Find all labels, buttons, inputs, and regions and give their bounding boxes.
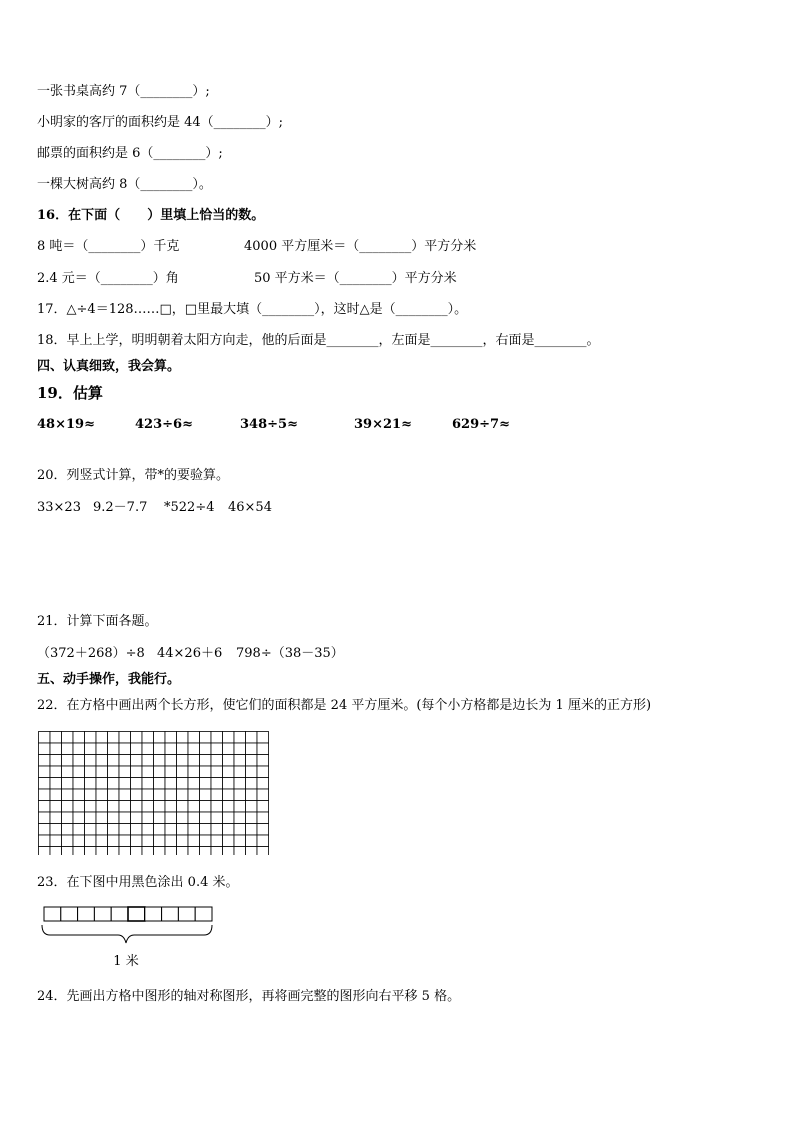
grid-cell[interactable] — [154, 847, 166, 856]
grid-cell[interactable] — [257, 812, 269, 824]
grid-cell[interactable] — [223, 766, 235, 778]
grid-cell[interactable] — [142, 778, 154, 790]
grid-cell[interactable] — [131, 812, 143, 824]
grid-cell[interactable] — [119, 755, 131, 767]
strip-cell[interactable] — [128, 907, 145, 921]
grid-cell[interactable] — [234, 732, 246, 744]
grid-cell[interactable] — [234, 801, 246, 813]
grid-cell[interactable] — [257, 778, 269, 790]
grid-cell[interactable] — [50, 755, 62, 767]
grid-cell[interactable] — [165, 835, 177, 847]
grid-cell[interactable] — [62, 835, 74, 847]
grid-cell[interactable] — [188, 824, 200, 836]
q16-item-a1: 8 吨＝（________）千克 — [37, 239, 180, 254]
strip-cell[interactable] — [195, 907, 212, 921]
grid-cell[interactable] — [246, 847, 258, 856]
grid-cell[interactable] — [257, 732, 269, 744]
grid-cell[interactable] — [246, 732, 258, 744]
grid-cell[interactable] — [200, 732, 212, 744]
q15-line-3: 邮票的面积约是 6（________）; — [37, 146, 223, 161]
strip-cell[interactable] — [94, 907, 111, 921]
strip-cell[interactable] — [162, 907, 179, 921]
grid-cell[interactable] — [257, 835, 269, 847]
grid-cell[interactable] — [50, 778, 62, 790]
grid-cell[interactable] — [246, 812, 258, 824]
grid-cell[interactable] — [108, 766, 120, 778]
grid-cell[interactable] — [85, 812, 97, 824]
grid-cell[interactable] — [177, 766, 189, 778]
grid-cell[interactable] — [165, 801, 177, 813]
grid-cell[interactable] — [39, 743, 51, 755]
grid-cell[interactable] — [257, 743, 269, 755]
grid-cell[interactable] — [39, 847, 51, 856]
grid-cell[interactable] — [165, 847, 177, 856]
grid-cell[interactable] — [50, 801, 62, 813]
grid-cell[interactable] — [62, 732, 74, 744]
grid-cell[interactable] — [211, 743, 223, 755]
grid-cell[interactable] — [177, 801, 189, 813]
grid-cell[interactable] — [131, 778, 143, 790]
grid-cell[interactable] — [211, 755, 223, 767]
strip-cell[interactable] — [145, 907, 162, 921]
grid-cell[interactable] — [223, 755, 235, 767]
grid-cell[interactable] — [200, 766, 212, 778]
meter-label: 1 米 — [113, 954, 139, 969]
grid-cell[interactable] — [73, 824, 85, 836]
grid-cell[interactable] — [200, 778, 212, 790]
q21-item-2: 44×26＋6 — [157, 646, 223, 661]
q18-text: 18．早上上学，明明朝着太阳方向走，他的后面是________，左面是________，右面是________。 — [37, 333, 600, 348]
grid-cell[interactable] — [246, 778, 258, 790]
grid-cell[interactable] — [200, 789, 212, 801]
grid-cell[interactable] — [119, 835, 131, 847]
q24-text: 24．先画出方格中图形的轴对称图形，再将画完整的图形向右平移 5 格。 — [37, 989, 461, 1004]
q21-item-3: 798÷（38－35） — [236, 646, 344, 661]
grid-cell[interactable] — [177, 847, 189, 856]
grid-cell[interactable] — [50, 835, 62, 847]
grid-cell[interactable] — [96, 847, 108, 856]
grid-cell[interactable] — [39, 755, 51, 767]
grid-cell[interactable] — [177, 812, 189, 824]
grid-cell[interactable] — [96, 824, 108, 836]
grid-cell[interactable] — [223, 812, 235, 824]
grid-cell[interactable] — [50, 766, 62, 778]
grid-cell[interactable] — [119, 801, 131, 813]
grid-cell[interactable] — [142, 743, 154, 755]
grid-cell[interactable] — [131, 732, 143, 744]
grid-cell[interactable] — [257, 801, 269, 813]
grid-cell[interactable] — [96, 778, 108, 790]
grid-cell[interactable] — [200, 847, 212, 856]
grid-cell[interactable] — [165, 732, 177, 744]
q20-title: 20．列竖式计算，带*的要验算。 — [37, 468, 230, 483]
grid-cell[interactable] — [108, 743, 120, 755]
grid-cell[interactable] — [62, 824, 74, 836]
grid-cell[interactable] — [165, 824, 177, 836]
grid-cell[interactable] — [62, 847, 74, 856]
grid-cell[interactable] — [73, 835, 85, 847]
grid-cell[interactable] — [73, 743, 85, 755]
grid-cell[interactable] — [246, 801, 258, 813]
grid-cell[interactable] — [85, 824, 97, 836]
grid-cell[interactable] — [211, 835, 223, 847]
grid-cell[interactable] — [154, 778, 166, 790]
grid-cell[interactable] — [73, 789, 85, 801]
q15-line-1: 一张书桌高约 7（________）; — [37, 84, 210, 99]
grid-cell[interactable] — [257, 766, 269, 778]
q16-item-b2: 50 平方米＝（________）平方分米 — [254, 271, 457, 286]
grid-cell[interactable] — [165, 743, 177, 755]
meter-strip[interactable] — [40, 905, 220, 975]
grid-cell[interactable] — [142, 766, 154, 778]
grid-cell[interactable] — [165, 766, 177, 778]
grid-cell[interactable] — [85, 847, 97, 856]
grid-cell[interactable] — [246, 755, 258, 767]
strip-cell[interactable] — [111, 907, 128, 921]
grid-cell[interactable] — [39, 778, 51, 790]
q19-title: 19．估算 — [37, 384, 103, 402]
grid-cell[interactable] — [177, 824, 189, 836]
grid-cell[interactable] — [39, 732, 51, 744]
grid-cell[interactable] — [73, 755, 85, 767]
q19-item-2: 423÷6≈ — [135, 417, 193, 432]
grid-cell[interactable] — [154, 755, 166, 767]
grid-cell[interactable] — [234, 835, 246, 847]
grid-cell[interactable] — [39, 801, 51, 813]
strip-cell[interactable] — [78, 907, 95, 921]
grid-cell[interactable] — [154, 835, 166, 847]
grid-cell[interactable] — [73, 732, 85, 744]
grid-cell[interactable] — [119, 824, 131, 836]
grid-cell[interactable] — [223, 824, 235, 836]
grid-cell[interactable] — [142, 801, 154, 813]
grid-cell[interactable] — [211, 766, 223, 778]
grid-cell[interactable] — [50, 812, 62, 824]
grid-cell[interactable] — [223, 835, 235, 847]
grid-cell[interactable] — [200, 835, 212, 847]
grid-cell[interactable] — [108, 789, 120, 801]
grid-cell[interactable] — [188, 789, 200, 801]
grid-cell[interactable] — [62, 801, 74, 813]
grid-cell[interactable] — [96, 743, 108, 755]
grid-cell[interactable] — [142, 835, 154, 847]
grid-cell[interactable] — [246, 789, 258, 801]
grid-cell[interactable] — [131, 789, 143, 801]
grid-cell[interactable] — [119, 766, 131, 778]
grid-cell[interactable] — [211, 732, 223, 744]
grid-cell[interactable] — [223, 778, 235, 790]
grid-cell[interactable] — [154, 766, 166, 778]
grid-cell[interactable] — [211, 847, 223, 856]
grid-cell[interactable] — [96, 835, 108, 847]
q15-line-4: 一棵大树高约 8（________）。 — [37, 177, 212, 192]
grid-cell[interactable] — [85, 778, 97, 790]
grid-cell[interactable] — [108, 778, 120, 790]
grid-cell[interactable] — [234, 778, 246, 790]
grid-cell[interactable] — [108, 801, 120, 813]
grid-cell[interactable] — [246, 743, 258, 755]
grid-cell[interactable] — [188, 755, 200, 767]
grid-cell[interactable] — [39, 789, 51, 801]
q19-item-3: 348÷5≈ — [240, 417, 298, 432]
q16-title: 16．在下面（ ）里填上恰当的数。 — [37, 208, 265, 223]
grid-cell[interactable] — [119, 732, 131, 744]
grid-cell[interactable] — [85, 801, 97, 813]
grid-cell[interactable] — [85, 766, 97, 778]
grid-cell[interactable] — [142, 812, 154, 824]
grid-cell[interactable] — [188, 801, 200, 813]
grid-cell[interactable] — [188, 847, 200, 856]
grid-cell[interactable] — [119, 778, 131, 790]
grid-cell[interactable] — [73, 766, 85, 778]
grid-cell[interactable] — [131, 835, 143, 847]
grid-cell[interactable] — [246, 824, 258, 836]
grid-cell[interactable] — [119, 812, 131, 824]
q21-title: 21．计算下面各题。 — [37, 614, 158, 629]
q20-item-1: 33×23 — [37, 500, 81, 515]
grid-cell[interactable] — [234, 812, 246, 824]
grid-cell[interactable] — [165, 778, 177, 790]
grid-cell[interactable] — [234, 766, 246, 778]
grid-cell[interactable] — [211, 801, 223, 813]
grid-cell[interactable] — [234, 789, 246, 801]
grid-cell[interactable] — [165, 789, 177, 801]
grid-cell[interactable] — [96, 732, 108, 744]
grid-cell[interactable] — [85, 732, 97, 744]
grid-cell[interactable] — [119, 789, 131, 801]
grid-cell[interactable] — [131, 743, 143, 755]
grid-cell[interactable] — [96, 812, 108, 824]
grid-cell[interactable] — [200, 801, 212, 813]
grid-cell[interactable] — [62, 812, 74, 824]
q16-item-b1: 2.4 元＝（________）角 — [37, 271, 179, 286]
grid-cell[interactable] — [234, 743, 246, 755]
grid-cell[interactable] — [188, 778, 200, 790]
grid-cell[interactable] — [188, 835, 200, 847]
grid-cell[interactable] — [50, 732, 62, 744]
grid-cell[interactable] — [50, 824, 62, 836]
section-5-heading: 五、动手操作，我能行。 — [37, 672, 181, 687]
grid-cell[interactable] — [142, 847, 154, 856]
grid-cell[interactable] — [142, 732, 154, 744]
grid-cell[interactable] — [211, 824, 223, 836]
grid-cell[interactable] — [223, 801, 235, 813]
grid-cell[interactable] — [96, 755, 108, 767]
grid-cell[interactable] — [131, 824, 143, 836]
grid-cell[interactable] — [234, 824, 246, 836]
grid-cell[interactable] — [73, 847, 85, 856]
grid-cell[interactable] — [39, 824, 51, 836]
q20-item-4: 46×54 — [228, 500, 272, 515]
grid-cell[interactable] — [246, 835, 258, 847]
grid-cell[interactable] — [131, 755, 143, 767]
grid-cell[interactable] — [108, 847, 120, 856]
grid-cell[interactable] — [142, 755, 154, 767]
grid-cell[interactable] — [257, 755, 269, 767]
grid-cell[interactable] — [50, 743, 62, 755]
grid-cell[interactable] — [234, 847, 246, 856]
grid-cell[interactable] — [73, 778, 85, 790]
q22-text: 22．在方格中画出两个长方形，使它们的面积都是 24 平方厘米。(每个小方格都是边长为 1 厘米的正方形) — [37, 698, 652, 713]
grid-cell[interactable] — [211, 812, 223, 824]
grid-cell[interactable] — [96, 789, 108, 801]
grid-cell[interactable] — [154, 824, 166, 836]
grid-cell[interactable] — [62, 743, 74, 755]
grid-cell[interactable] — [39, 812, 51, 824]
grid-cell[interactable] — [177, 743, 189, 755]
grid-cell[interactable] — [142, 824, 154, 836]
grid-cell[interactable] — [223, 847, 235, 856]
grid-cell[interactable] — [85, 789, 97, 801]
grid-cell[interactable] — [165, 755, 177, 767]
grid-cell[interactable] — [257, 824, 269, 836]
grid-cell[interactable] — [85, 743, 97, 755]
grid-cell[interactable] — [200, 812, 212, 824]
grid-cell[interactable] — [257, 789, 269, 801]
grid-cell[interactable] — [154, 732, 166, 744]
q19-item-1: 48×19≈ — [37, 417, 95, 432]
grid-cell[interactable] — [154, 801, 166, 813]
grid-cell[interactable] — [108, 755, 120, 767]
brace-icon — [42, 925, 212, 943]
grid-cell[interactable] — [119, 847, 131, 856]
grid-cell[interactable] — [200, 824, 212, 836]
grid-cell[interactable] — [119, 743, 131, 755]
section-4-heading: 四、认真细致，我会算。 — [37, 359, 181, 374]
grid-cell[interactable] — [96, 801, 108, 813]
q16-item-a2: 4000 平方厘米＝（________）平方分米 — [244, 239, 477, 254]
grid-cell[interactable] — [62, 766, 74, 778]
grid-cell[interactable] — [154, 789, 166, 801]
q23-text: 23．在下图中用黑色涂出 0.4 米。 — [37, 875, 239, 890]
grid-cell[interactable] — [142, 789, 154, 801]
grid-cell[interactable] — [131, 766, 143, 778]
q20-item-3: *522÷4 — [164, 500, 215, 515]
q21-item-1: （372＋268）÷8 — [37, 646, 145, 661]
grid-cell[interactable] — [62, 778, 74, 790]
grid-cell[interactable] — [131, 847, 143, 856]
grid-cell[interactable] — [50, 789, 62, 801]
grid-cell[interactable] — [200, 743, 212, 755]
grid-cell[interactable] — [85, 755, 97, 767]
q15-line-2: 小明家的客厅的面积约是 44（________）; — [37, 115, 284, 130]
grid-cell[interactable] — [165, 812, 177, 824]
strip-cell[interactable] — [61, 907, 78, 921]
grid-cell[interactable] — [108, 812, 120, 824]
grid-cell[interactable] — [188, 766, 200, 778]
grid-cell[interactable] — [188, 812, 200, 824]
grid-cell[interactable] — [234, 755, 246, 767]
grid-cell[interactable] — [177, 778, 189, 790]
grid-cell[interactable] — [154, 812, 166, 824]
grid-cell[interactable] — [211, 789, 223, 801]
grid-cell[interactable] — [39, 766, 51, 778]
strip-cell[interactable] — [44, 907, 61, 921]
grid-cell[interactable] — [85, 835, 97, 847]
grid-cell[interactable] — [73, 812, 85, 824]
grid-cell[interactable] — [154, 743, 166, 755]
grid-cell[interactable] — [108, 732, 120, 744]
grid-cell[interactable] — [108, 835, 120, 847]
grid-cell[interactable] — [39, 835, 51, 847]
grid-cell[interactable] — [73, 801, 85, 813]
grid-cell[interactable] — [200, 755, 212, 767]
grid-cell[interactable] — [96, 766, 108, 778]
strip-cell[interactable] — [178, 907, 195, 921]
grid-cell[interactable] — [223, 789, 235, 801]
grid-cell[interactable] — [211, 778, 223, 790]
q19-item-4: 39×21≈ — [354, 417, 412, 432]
grid-cell[interactable] — [50, 847, 62, 856]
grid-cell[interactable] — [223, 732, 235, 744]
grid-cell[interactable] — [177, 732, 189, 744]
grid-cell[interactable] — [62, 755, 74, 767]
grid-cell[interactable] — [177, 835, 189, 847]
q20-item-2: 9.2－7.7 — [93, 500, 148, 515]
grid-cell[interactable] — [131, 801, 143, 813]
grid-cell[interactable] — [108, 824, 120, 836]
grid-cell[interactable] — [246, 766, 258, 778]
grid-cell[interactable] — [177, 755, 189, 767]
grid-cell[interactable] — [62, 789, 74, 801]
grid-cell[interactable] — [188, 743, 200, 755]
q17-text: 17．△÷4＝128……□，□里最大填（________），这时△是（________）。 — [37, 302, 468, 317]
grid-cell[interactable] — [177, 789, 189, 801]
grid-cell[interactable] — [188, 732, 200, 744]
q19-item-5: 629÷7≈ — [452, 417, 510, 432]
grid-cell[interactable] — [257, 847, 269, 856]
grid-cell[interactable] — [223, 743, 235, 755]
square-grid[interactable] — [38, 731, 270, 855]
